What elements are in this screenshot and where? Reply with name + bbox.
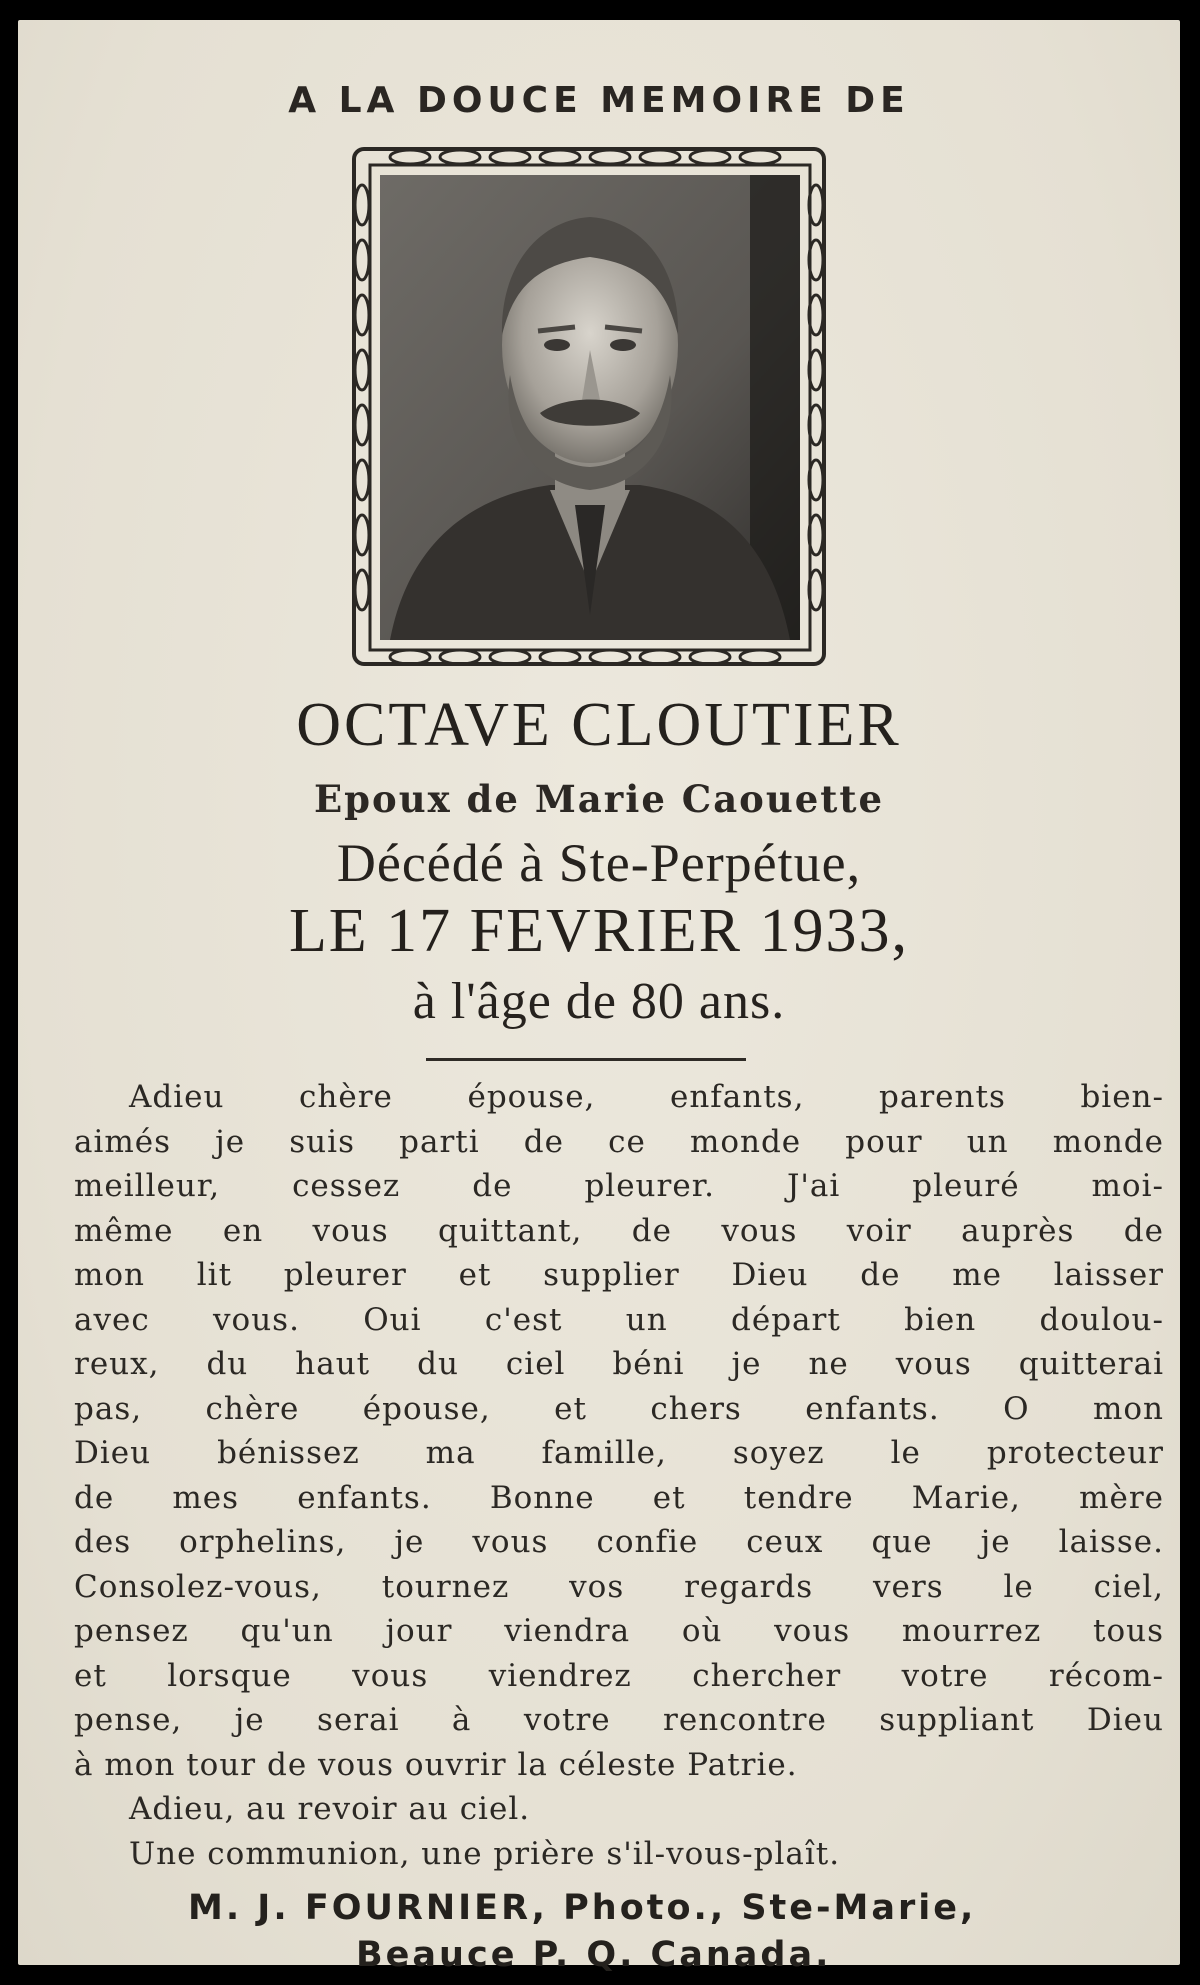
prayer-line: avec vous. Oui c'est un départ bien doulou- [74, 1301, 1164, 1338]
deceased-name: OCTAVE CLOUTIER [296, 691, 902, 759]
prayer-line: des orphelins, je vous confie ceux que je laisse. [74, 1524, 1164, 1560]
prayer-line: et lorsque vous viendrez chercher votre récom- [74, 1657, 1164, 1694]
prayer-line: meilleur, cessez de pleurer. J'ai pleuré moi- [74, 1168, 1164, 1204]
memorial-card [18, 20, 1180, 1975]
prayer-line: reux, du haut du ciel béni je ne vous quitterai [74, 1346, 1164, 1382]
age-line: à l'âge de 80 ans. [412, 973, 786, 1030]
prayer-line: pas, chère épouse, et chers enfants. O mon [74, 1390, 1164, 1427]
prayer-line: de mes enfants. Bonne et tendre Marie, mère [74, 1479, 1164, 1516]
portrait-frame [350, 145, 830, 675]
prayer-line: à mon tour de vous ouvrir la céleste Patrie. [74, 1746, 798, 1783]
photographer-location: Beauce P. Q. Canada. [356, 1935, 832, 1975]
memorial-heading: A LA DOUCE MEMOIRE DE [288, 80, 910, 121]
prayer-line: Adieu, au revoir au ciel. [129, 1791, 531, 1827]
prayer-line: aimés je suis parti de ce monde pour un monde [74, 1123, 1164, 1160]
prayer-line: Dieu bénissez ma famille, soyez le protecteur [74, 1435, 1164, 1471]
prayer-line: Une communion, une prière s'il-vous-plaît. [129, 1835, 841, 1872]
prayer-line: Consolez-vous, tournez vos regards vers le ciel, [74, 1568, 1164, 1605]
prayer-line: pense, je serai à votre rencontre suppliant Dieu [74, 1702, 1164, 1738]
portrait-photo [350, 145, 830, 675]
prayer-line: même en vous quittant, de vous voir auprès de [74, 1212, 1164, 1249]
death-place: Décédé à Ste-Perpétue, [336, 833, 862, 893]
prayer-text [74, 1075, 1164, 1876]
prayer-line: Adieu chère épouse, enfants, parents bien- [129, 1079, 1164, 1115]
prayer-line: pensez qu'un jour viendra où vous mourrez tous [74, 1613, 1164, 1649]
death-date: LE 17 FEVRIER 1933, [288, 897, 910, 965]
photographer-credit: M. J. FOURNIER, Photo., Ste-Marie, [188, 1888, 977, 1928]
prayer-line: mon lit pleurer et supplier Dieu de me laisser [74, 1257, 1164, 1293]
spouse-line: Epoux de Marie Caouette [313, 777, 885, 821]
divider [426, 1058, 746, 1061]
